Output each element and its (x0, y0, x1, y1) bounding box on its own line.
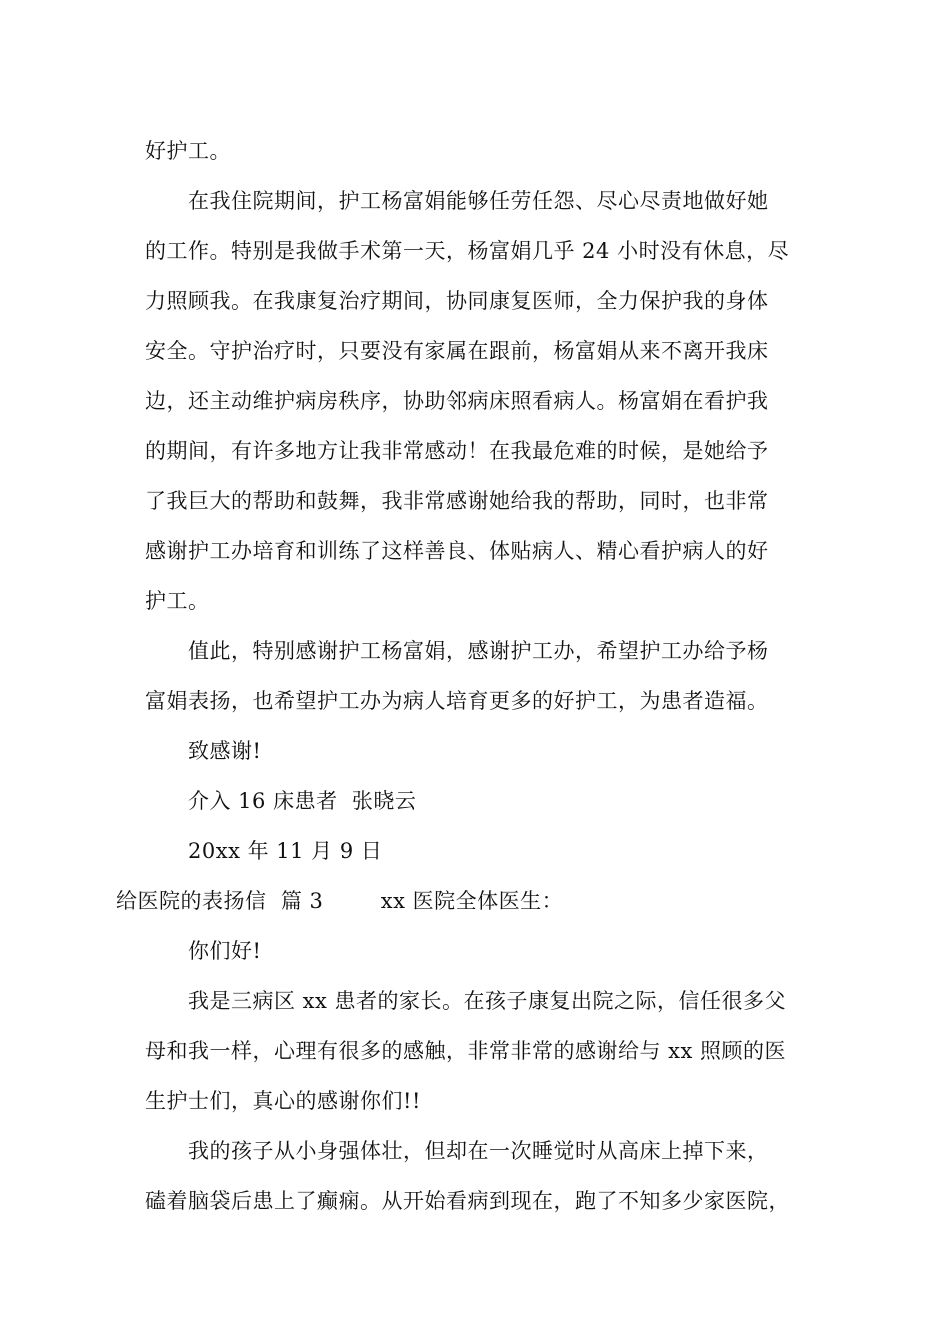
paragraph-line: 富娟表扬，也希望护工办为病人培育更多的好护工，为患者造福。 (145, 689, 769, 713)
paragraph-line: 护工。 (145, 589, 210, 613)
paragraph-line: 磕着脑袋后患上了癫痫。从开始看病到现在，跑了不知多少家医院， (145, 1189, 790, 1213)
paragraph-line: 我的孩子从小身强体壮，但却在一次睡觉时从高床上掉下来， (188, 1139, 769, 1163)
date-line: 20xx 年 11 月 9 日 (188, 839, 383, 863)
paragraph-line: 力照顾我。在我康复治疗期间，协同康复医师，全力保护我的身体 (145, 289, 769, 313)
paragraph-line: 我是三病区 xx 患者的家长。在孩子康复出院之际，信任很多父 (188, 989, 787, 1013)
signature-line: 介入 16 床患者 张晓云 (188, 789, 417, 813)
paragraph-line: 生护士们，真心的感谢你们!! (145, 1089, 421, 1113)
paragraph-line: 在我住院期间，护工杨富娟能够任劳任怨、尽心尽责地做好她 (188, 189, 769, 213)
paragraph-line: 安全。守护治疗时，只要没有家属在跟前，杨富娟从来不离开我床 (145, 339, 769, 363)
paragraph-line: 的工作。特别是我做手术第一天，杨富娟几乎 24 小时没有休息，尽 (145, 239, 790, 263)
section-heading: 给医院的表扬信 篇 3 xx 医院全体医生： (116, 889, 564, 913)
paragraph-line: 边，还主动维护病房秩序，协助邻病床照看病人。杨富娟在看护我 (145, 389, 769, 413)
greeting-line: 你们好! (188, 939, 262, 963)
paragraph-line: 好护工。 (145, 139, 231, 163)
closing-line: 致感谢! (188, 739, 262, 763)
paragraph-line: 了我巨大的帮助和鼓舞，我非常感谢她给我的帮助，同时，也非常 (145, 489, 769, 513)
paragraph-line: 母和我一样，心理有很多的感触，非常非常的感谢给与 xx 照顾的医 (145, 1039, 787, 1063)
paragraph-line: 值此，特别感谢护工杨富娟，感谢护工办，希望护工办给予杨 (188, 639, 769, 663)
paragraph-line: 感谢护工办培育和训练了这样善良、体贴病人、精心看护病人的好 (145, 539, 769, 563)
paragraph-line: 的期间，有许多地方让我非常感动！在我最危难的时候，是她给予 (145, 439, 769, 463)
